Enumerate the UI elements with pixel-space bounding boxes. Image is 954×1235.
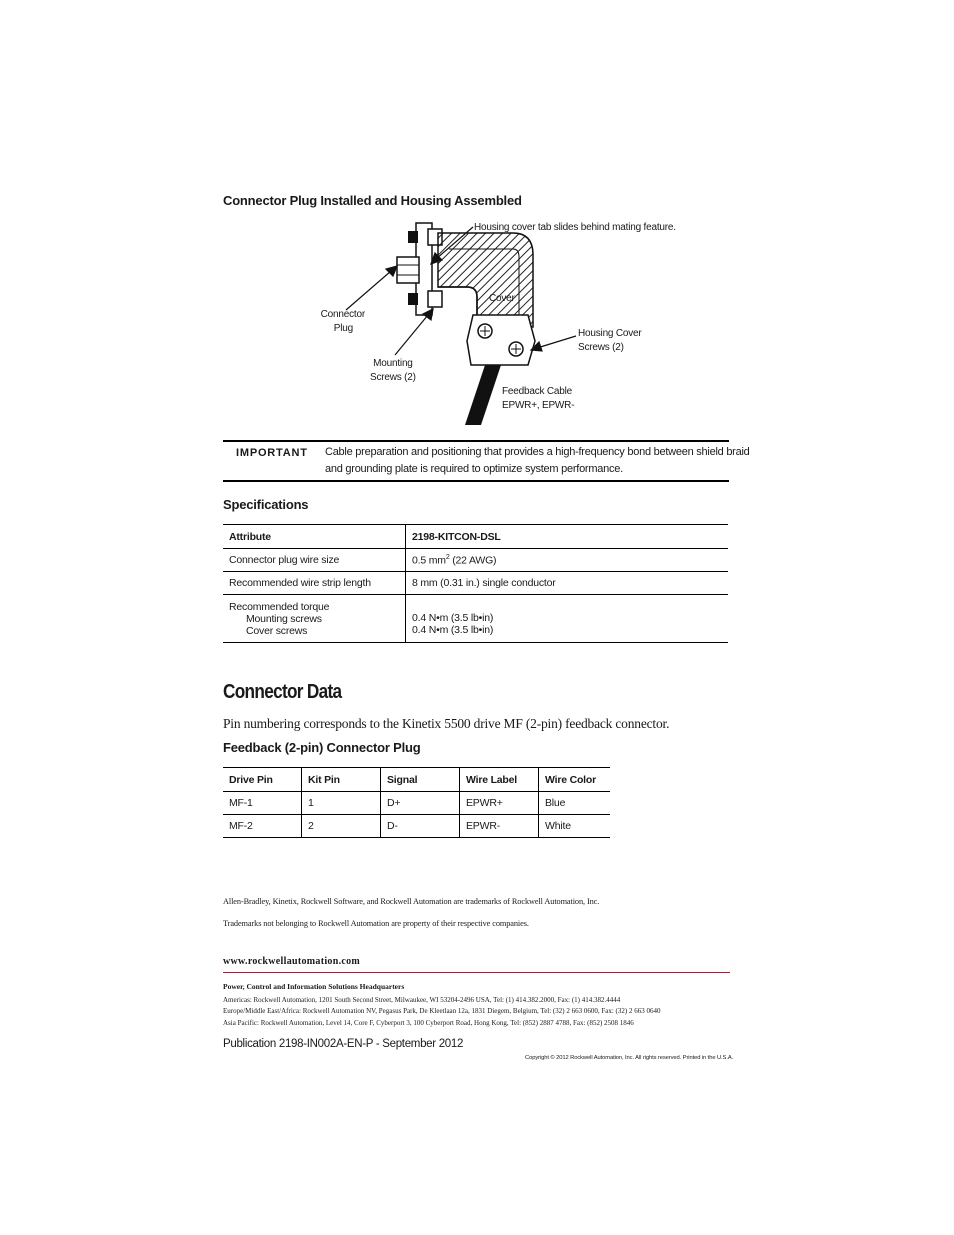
- table-cell: MF-2: [223, 815, 302, 838]
- feedback-pin-table: [223, 767, 610, 838]
- table-cell: D-: [381, 815, 460, 838]
- table-cell: 0.4 N•m (3.5 lb•in) 0.4 N•m (3.5 lb•in): [412, 612, 494, 636]
- table-cell: Connector plug wire size: [223, 549, 406, 572]
- table-row: [223, 572, 728, 595]
- trademark-others: Trademarks not belonging to Rockwell Automation are property of their respective companies.: [223, 919, 529, 928]
- callout-mounting-screws: Mounting Screws (2): [370, 358, 416, 383]
- table-row: [223, 595, 728, 643]
- header-cell: Signal: [381, 768, 460, 792]
- header-cell: Drive Pin: [223, 768, 302, 792]
- specifications-heading: Specifications: [223, 497, 309, 512]
- callout-feedback-cable: Feedback Cable EPWR+, EPWR-: [502, 386, 575, 411]
- header-cell: Attribute: [223, 525, 406, 549]
- connector-data-intro: Pin numbering corresponds to the Kinetix 5500 drive MF (2-pin) feedback connector.: [223, 716, 670, 731]
- headquarters-addresses: Americas: Rockwell Automation, 1201 South Second Street, Milwaukee, WI 53204-2496 USA, Tel: (1) 414.382.2000, Fax: (1) 414.382.4444 Europe/Middle East/Africa: Rockwell Automation NV, Pegasus Park, De Kleetlaan 12a, 1831 Diegem, Belgium, Tel: (32) 2 663 0600, Fax: (32) 2 663 0640 Asia Pacific: Rockwell Automation, Level 14, Core F, Cyberport 3, 100 Cyberport Road, Hong Kong, Tel: (852) 2887 4788, Fax: (852) 2508 1846: [223, 996, 661, 1027]
- table-cell: MF-1: [223, 792, 302, 815]
- header-cell: Kit Pin: [302, 768, 381, 792]
- connector-data-heading: Connector Data: [223, 681, 342, 703]
- table-cell: 2: [302, 815, 381, 838]
- table-row: [223, 815, 610, 838]
- table-cell: D+: [381, 792, 460, 815]
- table-header-row: [223, 768, 610, 792]
- connector-housing-illustration: [223, 215, 733, 430]
- table-row: [223, 549, 728, 572]
- copyright-notice: Copyright © 2012 Rockwell Automation, Inc. All rights reserved. Printed in the U.S.A.: [525, 1055, 734, 1061]
- table-header-row: [223, 525, 728, 549]
- table-cell: EPWR+: [460, 792, 539, 815]
- important-note: [223, 440, 750, 482]
- callout-cover: Cover: [489, 293, 515, 304]
- table-cell: White: [545, 820, 571, 832]
- important-text: Cable preparation and positioning that provides a high-frequency bond between shield braid and grounding plate is required to optimize system performance.: [325, 446, 750, 475]
- table-row: [223, 792, 610, 815]
- header-cell: Wire Label: [460, 768, 539, 792]
- publication-number: Publication 2198-IN002A-EN-P - September 2012: [223, 1038, 464, 1050]
- callout-housing-cover-tab: Housing cover tab slides behind mating feature.: [474, 222, 676, 233]
- callout-housing-cover-screws: Housing Cover Screws (2): [578, 328, 642, 353]
- website-link[interactable]: www.rockwellautomation.com: [223, 956, 361, 967]
- table-cell: Recommended torque Mounting screws Cover screws: [223, 595, 406, 643]
- trademark-notice: Allen-Bradley, Kinetix, Rockwell Software, and Rockwell Automation are trademarks of Rockwell Automation, Inc.: [223, 897, 600, 906]
- callout-connector-plug: Connector Plug: [320, 309, 365, 334]
- table-cell: 1: [302, 792, 381, 815]
- header-cell: 2198-KITCON-DSL: [412, 530, 501, 543]
- header-cell: Wire Color: [545, 773, 596, 786]
- feedback-plug-heading: Feedback (2-pin) Connector Plug: [223, 740, 421, 755]
- table-cell: 8 mm (0.31 in.) single conductor: [412, 577, 556, 589]
- figure-heading: Connector Plug Installed and Housing Assembled: [223, 193, 522, 208]
- headquarters-title: Power, Control and Information Solutions Headquarters: [223, 982, 405, 991]
- footer-divider: [223, 972, 730, 973]
- important-label: IMPORTANT: [236, 447, 308, 459]
- table-cell: Recommended wire strip length: [223, 572, 406, 595]
- specifications-table: [223, 524, 728, 643]
- table-cell: EPWR-: [460, 815, 539, 838]
- table-cell: 0.5 $mm^2$ (22 AWG): [412, 553, 497, 567]
- table-cell: Blue: [545, 797, 566, 809]
